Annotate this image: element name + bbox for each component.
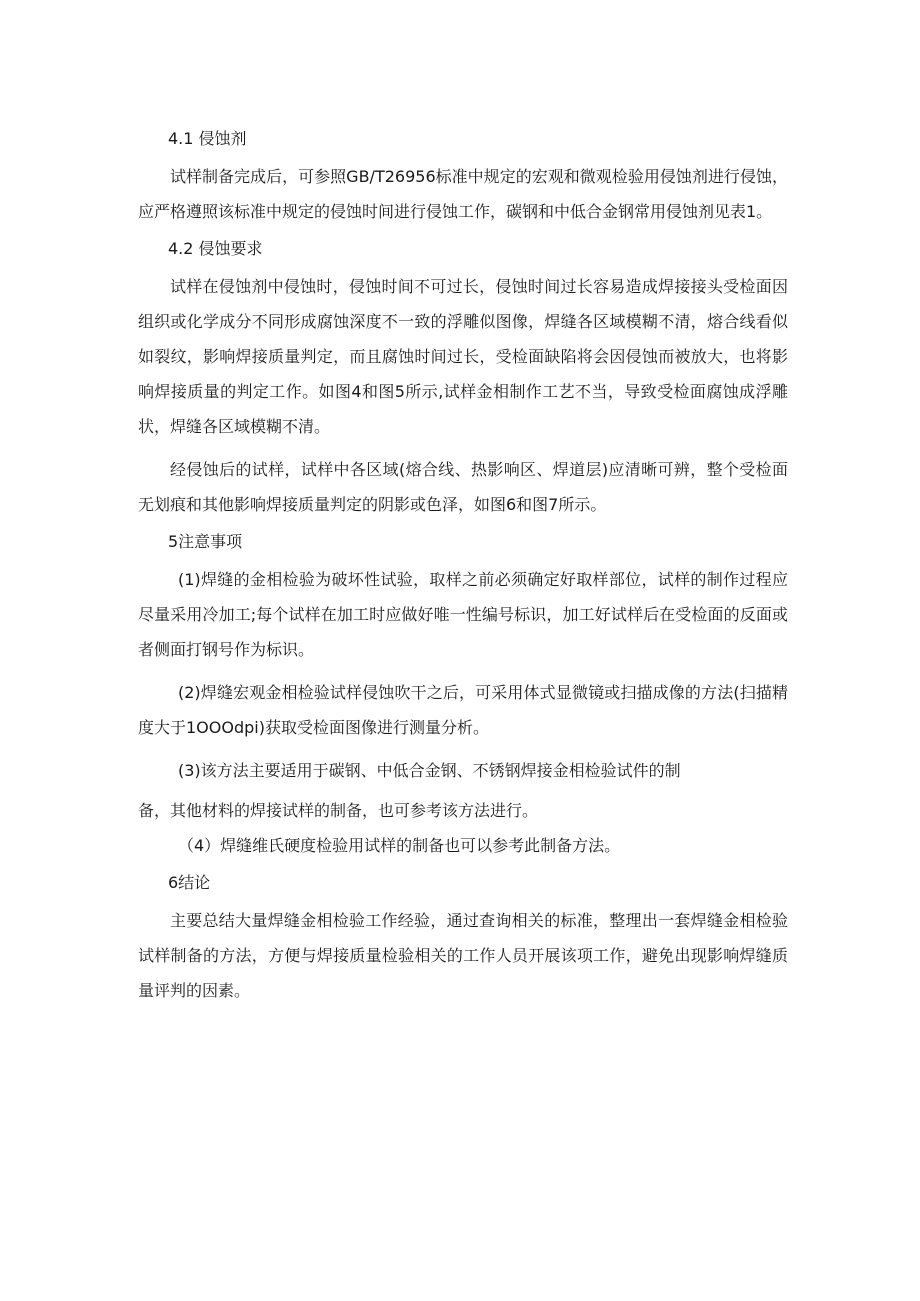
section-6-paragraph: 主要总结大量焊缝金相检验工作经验，通过查询相关的标准，整理出一套焊缝金相检验试样制备的方法，方便与焊接质量检验相关的工作人员开展该项工作，避免出现影响焊缝质量评判的因素。 [138,911,788,1000]
section-5-heading: 5注意事项 [168,532,243,551]
section-5-item-3-line-1: (3)该方法主要适用于碳钢、中低合金钢、不锈钢焊接金相检验试件的制 [178,761,681,780]
section-4-2-heading: 4.2 侵蚀要求 [168,239,263,258]
section-5-item-2: (2)焊缝宏观金相检验试样侵蚀吹干之后，可采用体式显微镜或扫描成像的方法(扫描精度大于1OOOdpi)获取受检面图像进行测量分析。 [138,683,788,737]
section-4-2-paragraph-1: 试样在侵蚀剂中侵蚀时，侵蚀时间不可过长，侵蚀时间过长容易造成焊接接头受检面因组织或化学成分不同形成腐蚀深度不一致的浮雕似图像，焊缝各区域模糊不清，熔合线看似如裂纹，影响焊接质量判定，而且腐蚀时间过长，受检面缺陷将会因侵蚀而被放大，也将影响焊接质量的判定工作。如图4和图5所示,试样金相制作工艺不当，导致受检面腐蚀成浮雕状，焊缝各区域模糊不清。 [138,277,788,436]
section-4-1-heading: 4.1 侵蚀剂 [168,129,247,148]
section-5-item-3-line-2: 备，其他材料的焊接试样的制备，也可参考该方法进行。 [138,801,539,820]
document-body [138,124,788,1008]
section-4-2-paragraph-2: 经侵蚀后的试样，试样中各区域(熔合线、热影响区、焊道层)应清晰可辨，整个受检面无划痕和其他影响焊接质量判定的阴影或色泽，如图6和图7所示。 [138,460,788,514]
section-5-item-4: （4）焊缝维氏硬度检验用试样的制备也可以参考此制备方法。 [178,836,621,855]
section-5-item-1: (1)焊缝的金相检验为破坏性试验，取样之前必须确定好取样部位，试样的制作过程应尽量采用冷加工;每个试样在加工时应做好唯一性编号标识，加工好试样后在受检面的反面或者侧面打钢号作为标识。 [138,570,788,659]
section-4-1-paragraph: 试样制备完成后，可参照GB/T26956标准中规定的宏观和微观检验用侵蚀剂进行侵蚀，应严格遵照该标准中规定的侵蚀时间进行侵蚀工作，碳钢和中低合金钢常用侵蚀剂见表1。 [138,167,788,221]
section-6-heading: 6结论 [168,873,211,892]
